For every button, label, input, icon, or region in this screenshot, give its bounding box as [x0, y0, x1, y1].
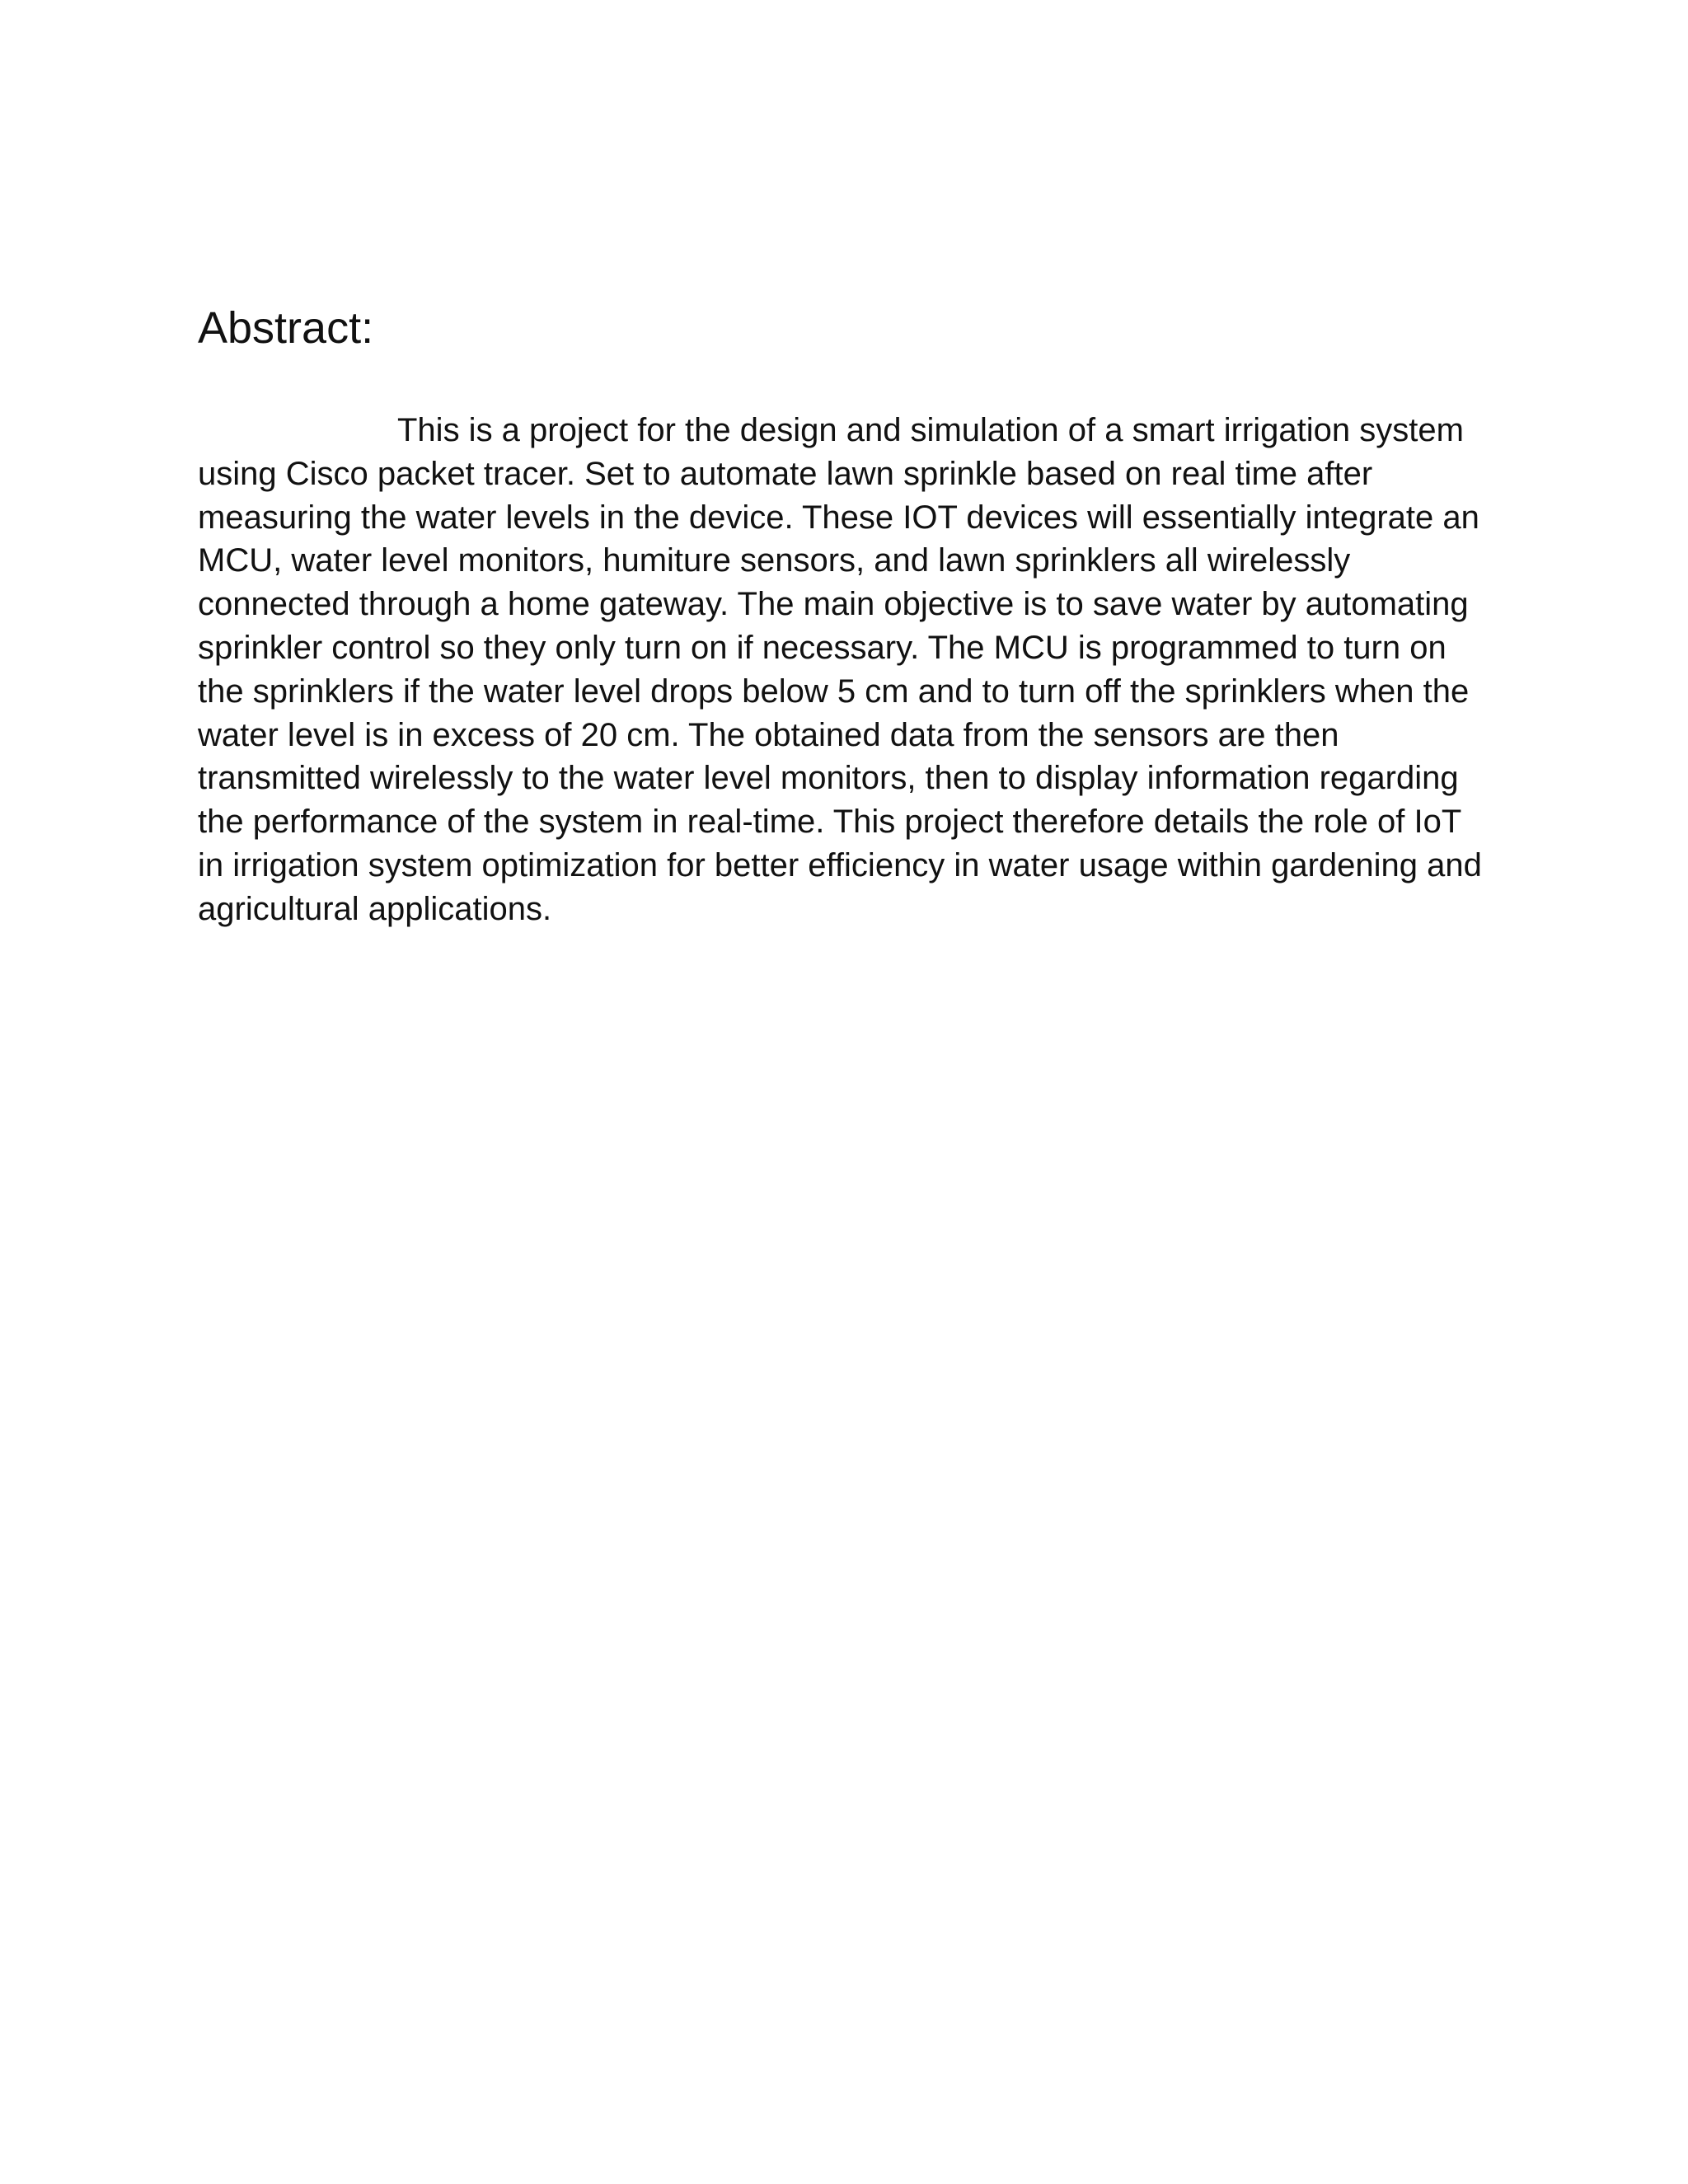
abstract-line: transmitted wirelessly to the water level monitors, then to display information regarding	[198, 760, 1459, 797]
abstract-heading: Abstract:	[198, 303, 374, 353]
abstract-line: water level is in excess of 20 cm. The obtained data from the sensors are then	[198, 716, 1339, 753]
abstract-line: using Cisco packet tracer. Set to automate lawn sprinkle based on real time after	[198, 455, 1373, 492]
abstract-line: connected through a home gateway. The main objective is to save water by automating	[198, 586, 1469, 623]
abstract-line: agricultural applications.	[198, 890, 552, 927]
abstract-line: This is a project for the design and simulation of a smart irrigation system	[397, 412, 1464, 448]
abstract-line: measuring the water levels in the device. These IOT devices will essentially integrate an	[198, 499, 1479, 536]
abstract-line: in irrigation system optimization for better efficiency in water usage within gardening and	[198, 846, 1482, 883]
abstract-line: the sprinklers if the water level drops below 5 cm and to turn off the sprinklers when the	[198, 673, 1470, 710]
abstract-line: sprinkler control so they only turn on if necessary. The MCU is programmed to turn on	[198, 629, 1447, 666]
abstract-line: MCU, water level monitors, humiture sensors, and lawn sprinklers all wirelessly	[198, 542, 1351, 579]
abstract-body	[198, 409, 1492, 931]
abstract-line: the performance of the system in real-time. This project therefore details the role of IoT	[198, 804, 1462, 841]
